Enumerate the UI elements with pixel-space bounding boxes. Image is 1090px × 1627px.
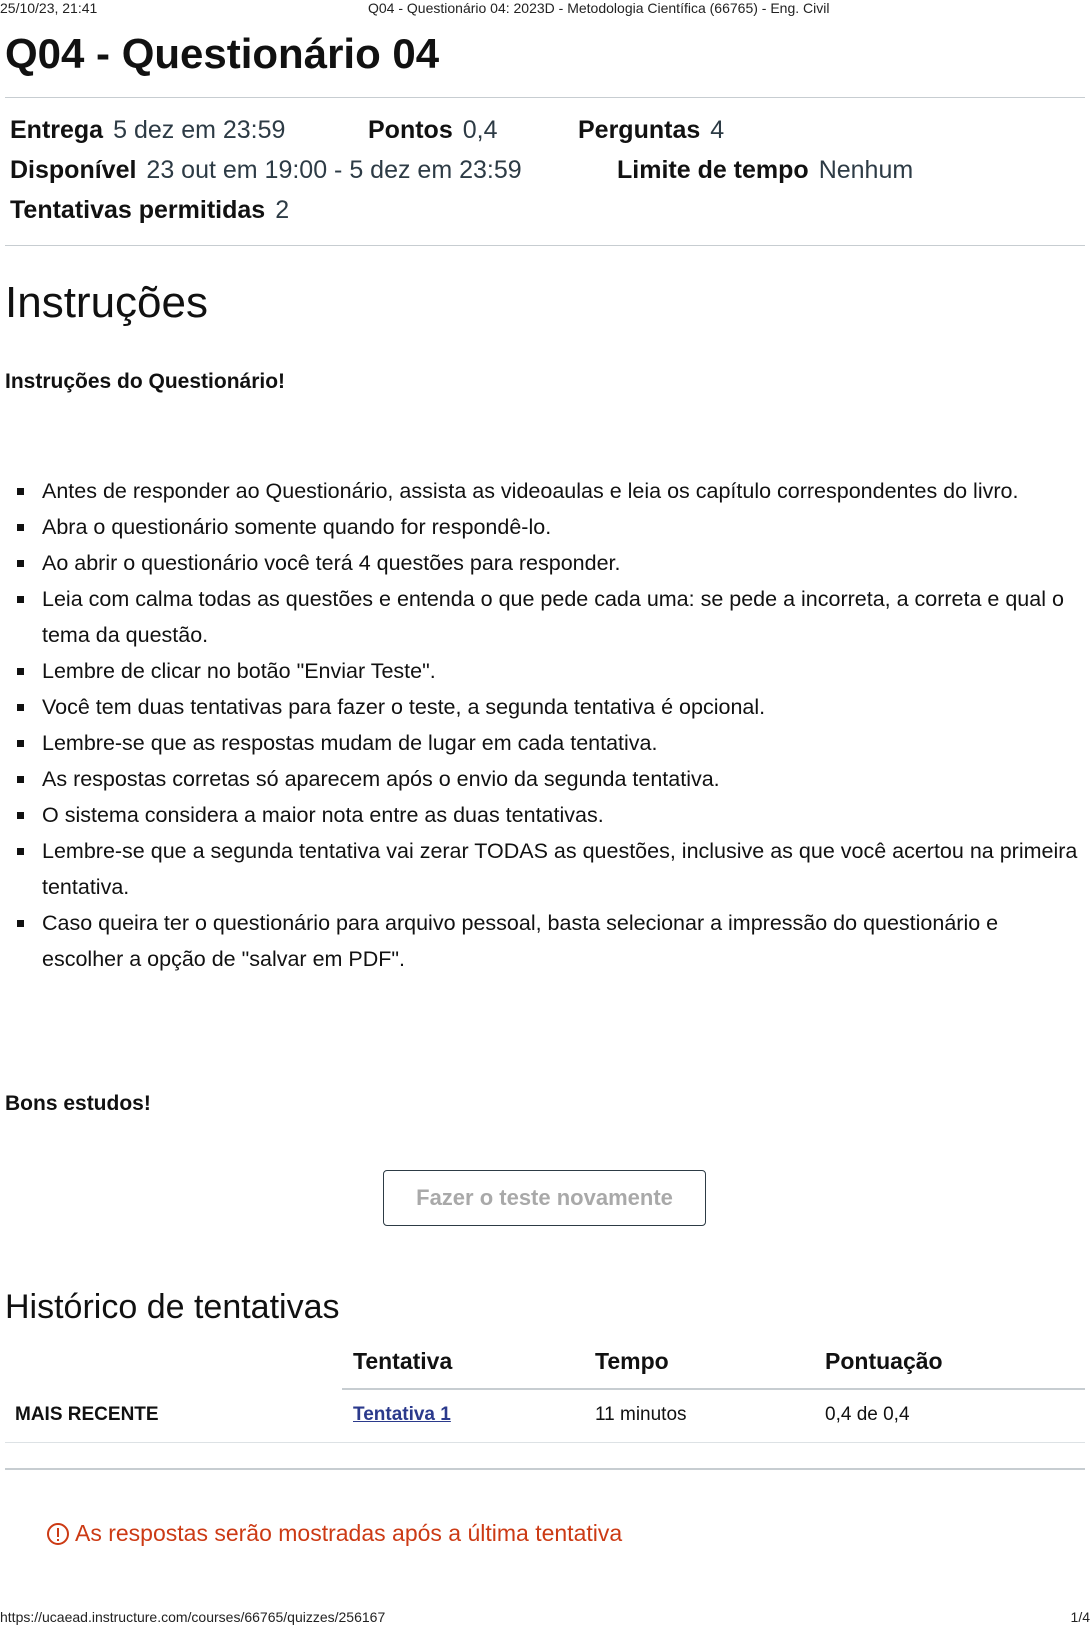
warning-icon (47, 1523, 69, 1545)
column-header-time: Tempo (595, 1348, 669, 1374)
print-date: 25/10/23, 21:41 (0, 0, 98, 16)
due-value: 5 dez em 23:59 (113, 116, 286, 144)
bullet-icon (17, 848, 24, 855)
instruction-item: Abra o questionário somente quando for respondê-lo. (0, 509, 1085, 545)
print-url: https://ucaead.instructure.com/courses/66765/quizzes/256167 (0, 1609, 386, 1625)
instruction-item: Caso queira ter o questionário para arquivo pessoal, basta selecionar a impressão do questionário e escolher a opção de "salvar em PDF". (0, 905, 1085, 977)
bullet-icon (17, 812, 24, 819)
questions-label: Perguntas (578, 116, 701, 144)
divider (5, 1468, 1085, 1470)
bullet-icon (17, 560, 24, 567)
points-value: 0,4 (462, 116, 498, 144)
quiz-points (368, 116, 497, 145)
instructions-subtitle: Instruções do Questionário! (5, 370, 286, 393)
divider (5, 245, 1085, 246)
quiz-due (10, 116, 285, 145)
closing-text: Bons estudos! (5, 1092, 151, 1115)
bullet-icon (17, 740, 24, 747)
bullet-icon (17, 596, 24, 603)
attempt-time: 11 minutos (595, 1404, 687, 1425)
bullet-icon (17, 920, 24, 927)
instruction-item: Você tem duas tentativas para fazer o teste, a segunda tentativa é opcional. (0, 689, 1085, 725)
answers-notice-text: As respostas serão mostradas após a última tentativa (75, 1520, 623, 1546)
table-row-divider (5, 1442, 1085, 1443)
time-limit-label: Limite de tempo (617, 156, 809, 184)
points-label: Pontos (368, 116, 453, 144)
attempts-value: 2 (275, 196, 290, 224)
attempts-label: Tentativas permitidas (10, 196, 266, 224)
available-value: 23 out em 19:00 - 5 dez em 23:59 (146, 156, 522, 184)
instructions-list (0, 473, 1085, 977)
quiz-title: Q04 - Questionário 04 (5, 30, 440, 77)
table-header-divider (342, 1388, 1085, 1390)
attempt-label: MAIS RECENTE (15, 1404, 159, 1425)
attempt-score: 0,4 de 0,4 (825, 1404, 910, 1425)
print-footer (0, 1609, 1090, 1627)
instruction-item: Lembre de clicar no botão "Enviar Teste". (0, 653, 1085, 689)
bullet-icon (17, 776, 24, 783)
retake-quiz-button[interactable]: Fazer o teste novamente (383, 1170, 706, 1226)
print-header (0, 0, 1090, 18)
bullet-icon (17, 668, 24, 675)
bullet-icon (17, 704, 24, 711)
column-header-attempt: Tentativa (353, 1348, 453, 1374)
quiz-time-limit (617, 156, 913, 185)
due-label: Entrega (10, 116, 104, 144)
bullet-icon (17, 524, 24, 531)
instruction-item: Lembre-se que a segunda tentativa vai zerar TODAS as questões, inclusive as que você acertou na primeira tentativa. (0, 833, 1085, 905)
attempt-link[interactable]: Tentativa 1 (353, 1404, 451, 1425)
instruction-item: Ao abrir o questionário você terá 4 questões para responder. (0, 545, 1085, 581)
print-page-number: 1/4 (1070, 1609, 1090, 1625)
time-limit-value: Nenhum (818, 156, 914, 184)
attempt-history-heading: Histórico de tentativas (5, 1288, 340, 1326)
instruction-item: Antes de responder ao Questionário, assista as videoaulas e leia os capítulo correspondentes do livro. (0, 473, 1085, 509)
print-page-title: Q04 - Questionário 04: 2023D - Metodologia Científica (66765) - Eng. Civil (368, 0, 830, 16)
questions-value: 4 (710, 116, 725, 144)
quiz-available (10, 156, 522, 185)
instructions-heading: Instruções (5, 278, 208, 327)
divider (5, 97, 1085, 98)
available-label: Disponível (10, 156, 137, 184)
instruction-item: As respostas corretas só aparecem após o envio da segunda tentativa. (0, 761, 1085, 797)
instruction-item: O sistema considera a maior nota entre as duas tentativas. (0, 797, 1085, 833)
bullet-icon (17, 488, 24, 495)
instruction-item: Lembre-se que as respostas mudam de lugar em cada tentativa. (0, 725, 1085, 761)
quiz-attempts (10, 196, 289, 225)
answers-notice (47, 1520, 622, 1547)
quiz-questions (578, 116, 724, 145)
instruction-item: Leia com calma todas as questões e entenda o que pede cada uma: se pede a incorreta, a correta e qual o tema da questão. (0, 581, 1085, 653)
column-header-score: Pontuação (825, 1348, 943, 1374)
